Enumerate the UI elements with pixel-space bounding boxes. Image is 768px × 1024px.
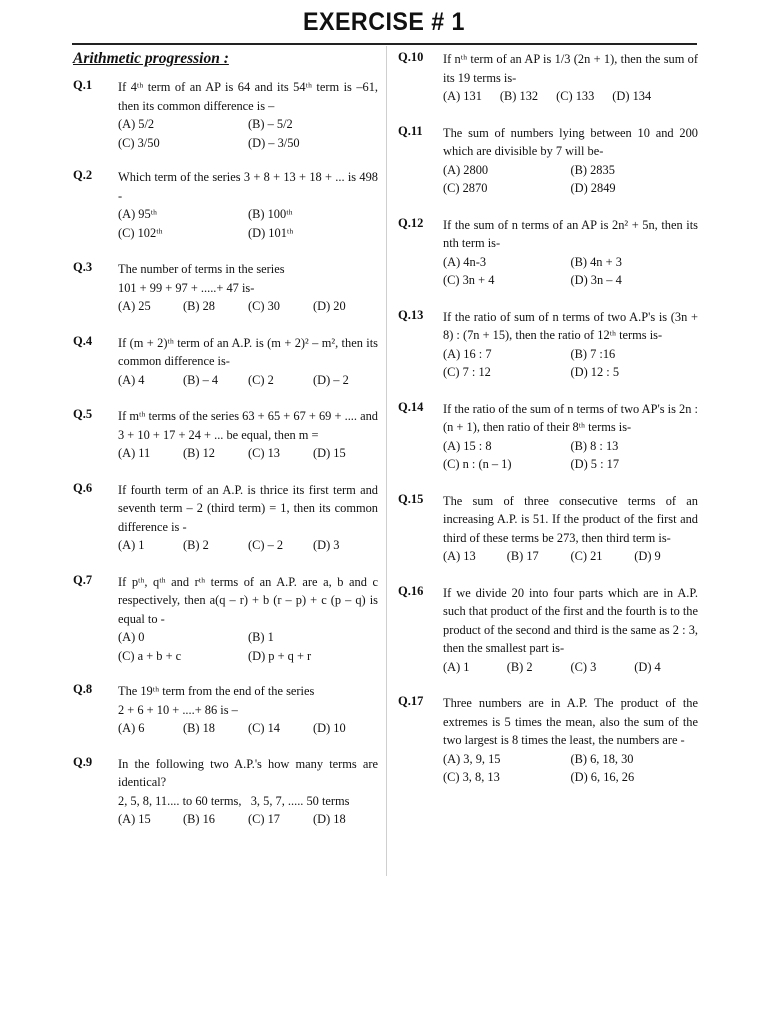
- question-item: [73, 78, 382, 152]
- question-item: [398, 307, 702, 382]
- answer-option: (D) 2849: [570, 181, 616, 195]
- answer-options: [443, 345, 698, 382]
- question-text: If 4ᵗʰ term of an AP is 64 and its 54ᵗʰ term is –61, then its common difference is –: [118, 80, 382, 113]
- answer-option: (A) 0: [118, 630, 145, 644]
- answer-options: [443, 437, 698, 474]
- answer-option: (A) 25: [118, 299, 151, 313]
- question-item: [398, 491, 702, 566]
- answer-option: (C) 17: [248, 812, 281, 826]
- question-text: If the ratio of sum of n terms of two A.P's is (3n + 8) : (7n + 15), then the ratio of 12ᵗʰ terms is-: [443, 309, 702, 342]
- question-number: Q.4: [73, 333, 93, 348]
- answer-option: (A) 15: [118, 812, 151, 826]
- question-text: Three numbers are in A.P. The product of the extremes is 5 times the mean, also the sum of the two largest is 8 times the least, the numbers are -: [443, 696, 702, 747]
- question-text: If fourth term of an A.P. is thrice its first term and seventh term – 2 (third term) = 1, then its common difference is -: [118, 482, 382, 534]
- question-item: [398, 50, 702, 106]
- answer-option: (D) p + q + r: [248, 648, 312, 663]
- question-number: Q.15: [398, 491, 424, 506]
- question-number: Q.14: [398, 399, 424, 414]
- answer-options: [443, 658, 698, 677]
- left-question-list: [73, 78, 382, 829]
- answer-option: (D) 5 : 17: [570, 457, 620, 471]
- answer-options: [443, 161, 698, 198]
- answer-options: [118, 810, 378, 829]
- question-body: [443, 50, 702, 106]
- answer-option: (D) 6, 16, 26: [570, 770, 635, 784]
- answer-option: (B) 2835: [570, 162, 615, 177]
- question-item: [73, 260, 378, 316]
- question-body: [443, 308, 702, 382]
- question-number: Q.17: [398, 694, 424, 708]
- answer-option: (B) 6, 18, 30: [570, 751, 634, 766]
- answer-options: [118, 628, 378, 665]
- answer-option: (C) 3n + 4: [443, 273, 495, 287]
- question-text: If pᵗʰ, qᵗʰ and rᵗʰ terms of an A.P. are a, b and c respectively, then a(q – r) + b (r – p) + c (p – q) is equal to -: [118, 574, 382, 626]
- answer-option: (D) 12 : 5: [570, 365, 620, 379]
- answer-option: (C) 3: [570, 659, 597, 674]
- question-body: [118, 682, 378, 738]
- answer-option: (C) 14: [248, 721, 281, 735]
- answer-option: (C) 102ᵗʰ: [118, 225, 163, 240]
- question-body: [118, 168, 382, 242]
- answer-option: (B) 8 : 13: [570, 438, 619, 453]
- question-text: If we divide 20 into four parts which are in A.P. such that product of the first and the fourth is to the product of the second and third is the same as 2 : 3, then the smallest part is-: [443, 585, 702, 655]
- question-text: In the following two A.P.'s how many terms are identical? 2, 5, 8, 11.... to 60 terms, 3, 5, 7, ..... 50 terms: [118, 756, 378, 808]
- question-text: If nᵗʰ term of an AP is 1/3 (2n + 1), then the sum of its 19 terms is-: [443, 52, 702, 85]
- question-number: Q.3: [73, 260, 93, 274]
- answer-option: (B) 2: [506, 659, 533, 674]
- answer-option: (B) 16: [183, 812, 216, 826]
- question-item: [398, 583, 702, 677]
- answer-option: (C) 133: [556, 89, 595, 103]
- question-number: Q.11: [398, 123, 423, 138]
- question-item: [73, 755, 378, 829]
- answer-option: (C) n : (n – 1): [443, 457, 512, 471]
- answer-option: (C) 2: [248, 372, 274, 387]
- answer-option: (A) 1: [443, 659, 470, 674]
- answer-option: (D) 3: [313, 538, 340, 552]
- answer-option: (B) 17: [506, 549, 539, 563]
- section-title: Arithmetic progression :: [73, 50, 229, 67]
- answer-option: (C) 30: [248, 299, 281, 313]
- question-body: [118, 260, 378, 316]
- question-text: If (m + 2)ᵗʰ term of an A.P. is (m + 2)² – m², then its common difference is-: [118, 335, 382, 368]
- question-body: [443, 400, 702, 474]
- answer-option: (A) 131: [443, 89, 482, 103]
- question-text: The sum of three consecutive terms of an increasing A.P. is 51. If the product of the first and third of these terms be 273, then third term is-: [443, 493, 702, 545]
- question-body: [118, 755, 378, 829]
- question-body: [443, 584, 702, 677]
- question-number: Q.8: [73, 682, 93, 696]
- answer-options: [118, 719, 378, 738]
- answer-option: (B) – 4: [183, 372, 219, 387]
- answer-option: (A) 16 : 7: [443, 346, 492, 361]
- answer-option: (B) 12: [183, 446, 216, 460]
- question-item: [73, 572, 382, 666]
- answer-option: (A) 4n-3: [443, 254, 487, 269]
- answer-option: (C) 21: [570, 549, 603, 563]
- question-item: [73, 480, 382, 555]
- answer-option: (C) 13: [248, 446, 281, 460]
- column-divider: [386, 46, 387, 876]
- answer-option: (C) 3/50: [118, 135, 160, 150]
- answer-option: (D) 15: [313, 446, 346, 460]
- question-text: The 19ᵗʰ term from the end of the series 2 + 6 + 10 + ....+ 86 is –: [118, 684, 315, 717]
- question-text: If mᵗʰ terms of the series 63 + 65 + 67 + 69 + .... and 3 + 10 + 17 + 24 + ... be equal, then m =: [118, 409, 382, 442]
- answer-options: [443, 750, 698, 787]
- answer-option: (B) 1: [248, 630, 274, 644]
- page-title: EXERCISE # 1: [303, 8, 465, 36]
- answer-option: (B) 100ᵗʰ: [248, 207, 293, 221]
- answer-option: (B) – 5/2: [248, 117, 293, 131]
- right-column: [398, 50, 702, 787]
- answer-option: (D) 134: [612, 89, 652, 103]
- answer-options: [118, 205, 378, 242]
- question-number: Q.2: [73, 168, 93, 182]
- question-item: [398, 215, 702, 290]
- answer-options: [118, 536, 378, 555]
- answer-option: (C) – 2: [248, 538, 284, 552]
- question-number: Q.7: [73, 572, 93, 587]
- right-question-list: [398, 50, 702, 787]
- answer-option: (D) 9: [634, 549, 661, 563]
- question-item: [73, 407, 382, 463]
- question-body: [443, 124, 702, 198]
- answer-option: (D) 18: [313, 812, 346, 826]
- title-underline: [72, 43, 697, 45]
- question-text: Which term of the series 3 + 8 + 13 + 18 + ... is 498 -: [118, 170, 382, 203]
- answer-option: (A) 5/2: [118, 117, 155, 131]
- answer-option: (D) – 3/50: [248, 135, 300, 150]
- question-body: [118, 334, 382, 390]
- question-item: [73, 168, 382, 242]
- question-item: [73, 333, 382, 390]
- question-number: Q.9: [73, 754, 93, 769]
- question-number: Q.10: [398, 50, 424, 64]
- answer-option: (D) 10: [313, 721, 346, 735]
- answer-option: (D) 101ᵗʰ: [248, 225, 294, 240]
- question-number: Q.5: [73, 407, 93, 421]
- answer-options: [443, 253, 698, 290]
- answer-option: (C) 7 : 12: [443, 365, 491, 379]
- answer-options: [443, 87, 698, 106]
- answer-option: (A) 3, 9, 15: [443, 751, 501, 766]
- answer-option: (B) 4n + 3: [570, 254, 622, 269]
- answer-options: [118, 115, 378, 152]
- answer-option: (A) 13: [443, 549, 476, 563]
- answer-option: (D) 20: [313, 299, 346, 313]
- question-body: [443, 694, 702, 787]
- answer-options: [443, 547, 698, 566]
- answer-option: (B) 2: [183, 538, 209, 552]
- answer-option: (B) 18: [183, 721, 216, 735]
- question-item: [73, 682, 378, 738]
- answer-option: (A) 6: [118, 721, 145, 735]
- answer-options: [118, 444, 378, 463]
- question-text: If the sum of n terms of an AP is 2n² + 5n, then its nth term is-: [443, 217, 702, 250]
- answer-option: (C) a + b + c: [118, 648, 182, 663]
- answer-option: (B) 132: [499, 89, 539, 103]
- answer-option: (A) 1: [118, 538, 145, 552]
- answer-options: [118, 371, 378, 390]
- question-item: [398, 694, 702, 787]
- answer-option: (A) 95ᵗʰ: [118, 207, 158, 221]
- question-item: [398, 123, 702, 198]
- question-body: [118, 78, 382, 152]
- answer-options: [118, 297, 378, 316]
- question-body: [118, 573, 382, 666]
- question-text: The number of terms in the series 101 + 99 + 97 + .....+ 47 is-: [118, 262, 285, 295]
- question-body: [443, 216, 702, 290]
- question-text: If the ratio of the sum of n terms of two AP's is 2n : (n + 1), then ratio of their 8ᵗʰ terms is-: [443, 401, 702, 434]
- question-body: [118, 481, 382, 555]
- answer-option: (A) 11: [118, 446, 151, 460]
- question-item: [398, 399, 702, 474]
- answer-option: (D) 3n – 4: [570, 273, 622, 287]
- question-body: [118, 407, 382, 463]
- question-text: The sum of numbers lying between 10 and 200 which are divisible by 7 will be-: [443, 125, 702, 158]
- answer-option: (A) 2800: [443, 162, 489, 177]
- question-body: [443, 492, 702, 566]
- left-column: [73, 50, 382, 829]
- answer-option: (C) 2870: [443, 181, 488, 195]
- answer-option: (B) 28: [183, 299, 216, 313]
- answer-option: (D) – 2: [313, 372, 349, 387]
- answer-option: (B) 7 :16: [570, 346, 616, 361]
- question-number: Q.1: [73, 78, 93, 92]
- answer-option: (A) 15 : 8: [443, 438, 492, 453]
- question-number: Q.12: [398, 215, 424, 230]
- question-number: Q.6: [73, 480, 93, 495]
- answer-option: (A) 4: [118, 372, 145, 387]
- answer-option: (C) 3, 8, 13: [443, 770, 500, 784]
- question-number: Q.16: [398, 583, 424, 598]
- answer-option: (D) 4: [634, 659, 661, 674]
- question-number: Q.13: [398, 307, 424, 322]
